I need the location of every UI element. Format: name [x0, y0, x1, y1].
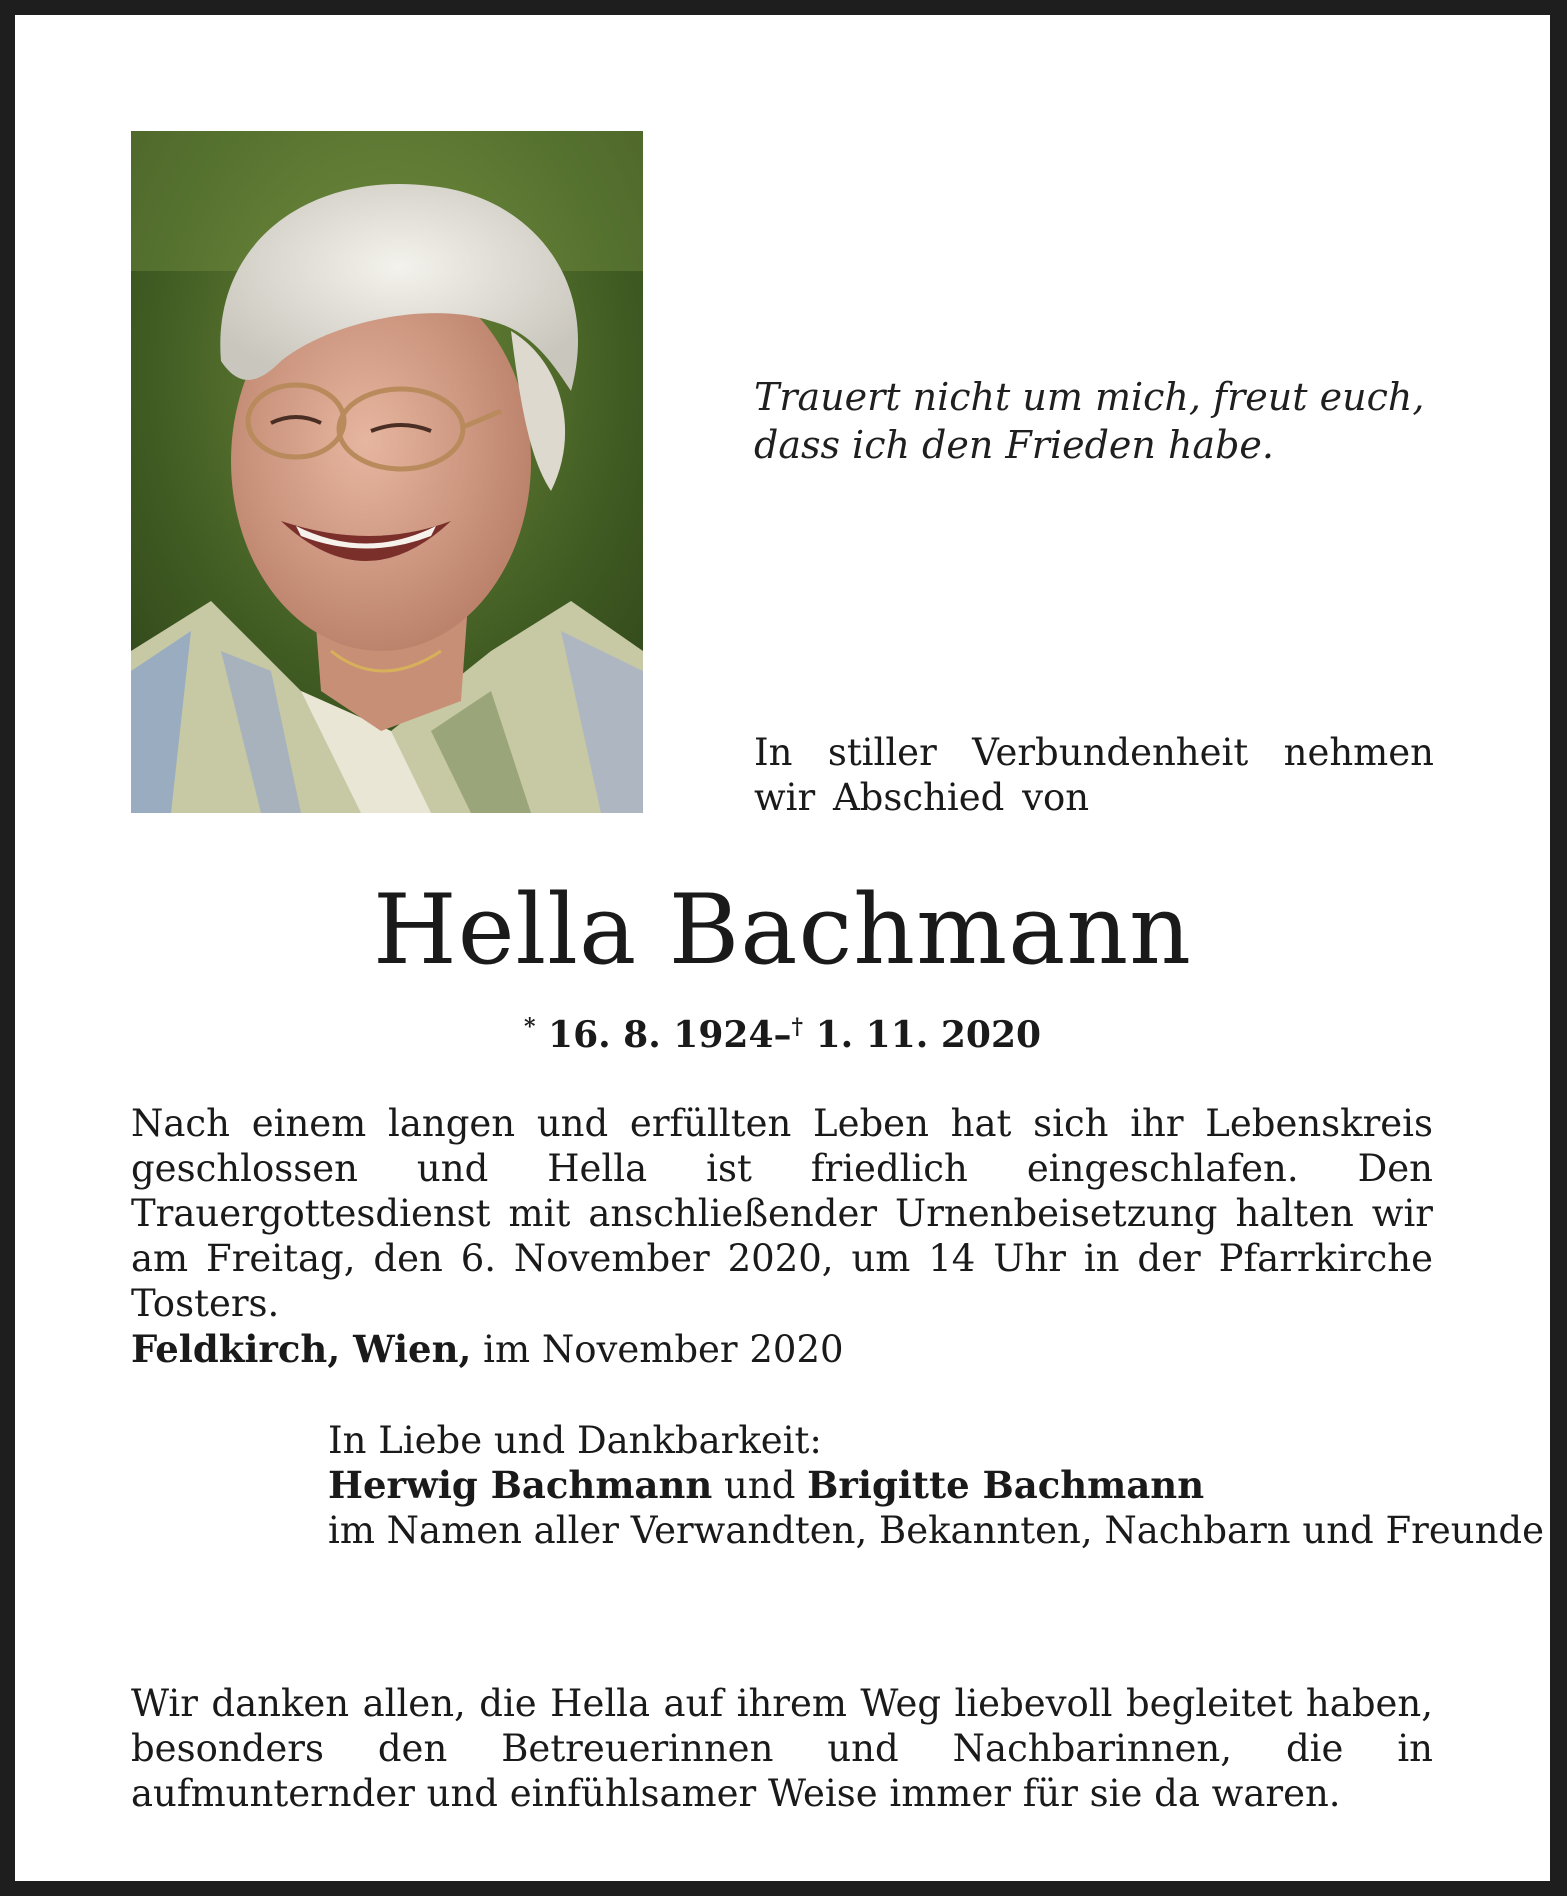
death-date: 1. 11. 2020	[815, 1014, 1042, 1056]
announcement-text: Nach einem langen und erfüllten Leben hat sich ihr Lebenskreis geschlossen und Hella ist friedlich eingeschlafen. Den Trauergottesdienst mit anschließender Urnenbeisetzung halten wir am Freitag, den 6. November 2020, um 14 Uhr in der Pfarrkirche Tosters.	[131, 1102, 1433, 1325]
thanks-text: Wir danken allen, die Hella auf ihrem Weg liebevoll begleitet haben, besonders den Betreuerinnen und Nachbarinnen, die in aufmunternder und einfühlsamer Weise immer für sie da waren.	[131, 1682, 1433, 1815]
farewell-intro: In stiller Verbundenheit nehmen wir Abschied von	[754, 731, 1434, 819]
death-symbol: †	[791, 1014, 804, 1040]
birth-symbol: *	[523, 1014, 536, 1040]
date-separator: –	[773, 1014, 792, 1056]
quote-line-1: Trauert nicht um mich, freut euch,	[754, 375, 1425, 419]
quote-line-2: dass ich den Frieden habe.	[754, 423, 1274, 467]
family-signoff	[328, 1418, 1544, 1553]
place-and-date	[131, 1327, 844, 1372]
obituary-card	[15, 15, 1550, 1881]
signoff-conjunction: und	[724, 1464, 796, 1507]
memorial-quote	[754, 373, 1454, 469]
portrait-image	[131, 131, 643, 813]
signoff-heading: In Liebe und Dankbarkeit:	[328, 1419, 822, 1462]
life-dates	[15, 1005, 1550, 1057]
portrait-photo	[131, 131, 643, 813]
signoff-name-2: Brigitte Bachmann	[807, 1463, 1205, 1507]
birth-date: 16. 8. 1924	[548, 1014, 774, 1056]
signoff-names	[328, 1463, 1433, 1508]
deceased-name: Hella Bachmann	[373, 874, 1192, 986]
signoff-on-behalf: im Namen aller Verwandten, Bekannten, Nachbarn und Freunde	[328, 1509, 1544, 1552]
place-date: im November 2020	[483, 1328, 844, 1371]
signoff-name-1: Herwig Bachmann	[328, 1463, 713, 1507]
place-cities: Feldkirch, Wien,	[131, 1327, 472, 1371]
